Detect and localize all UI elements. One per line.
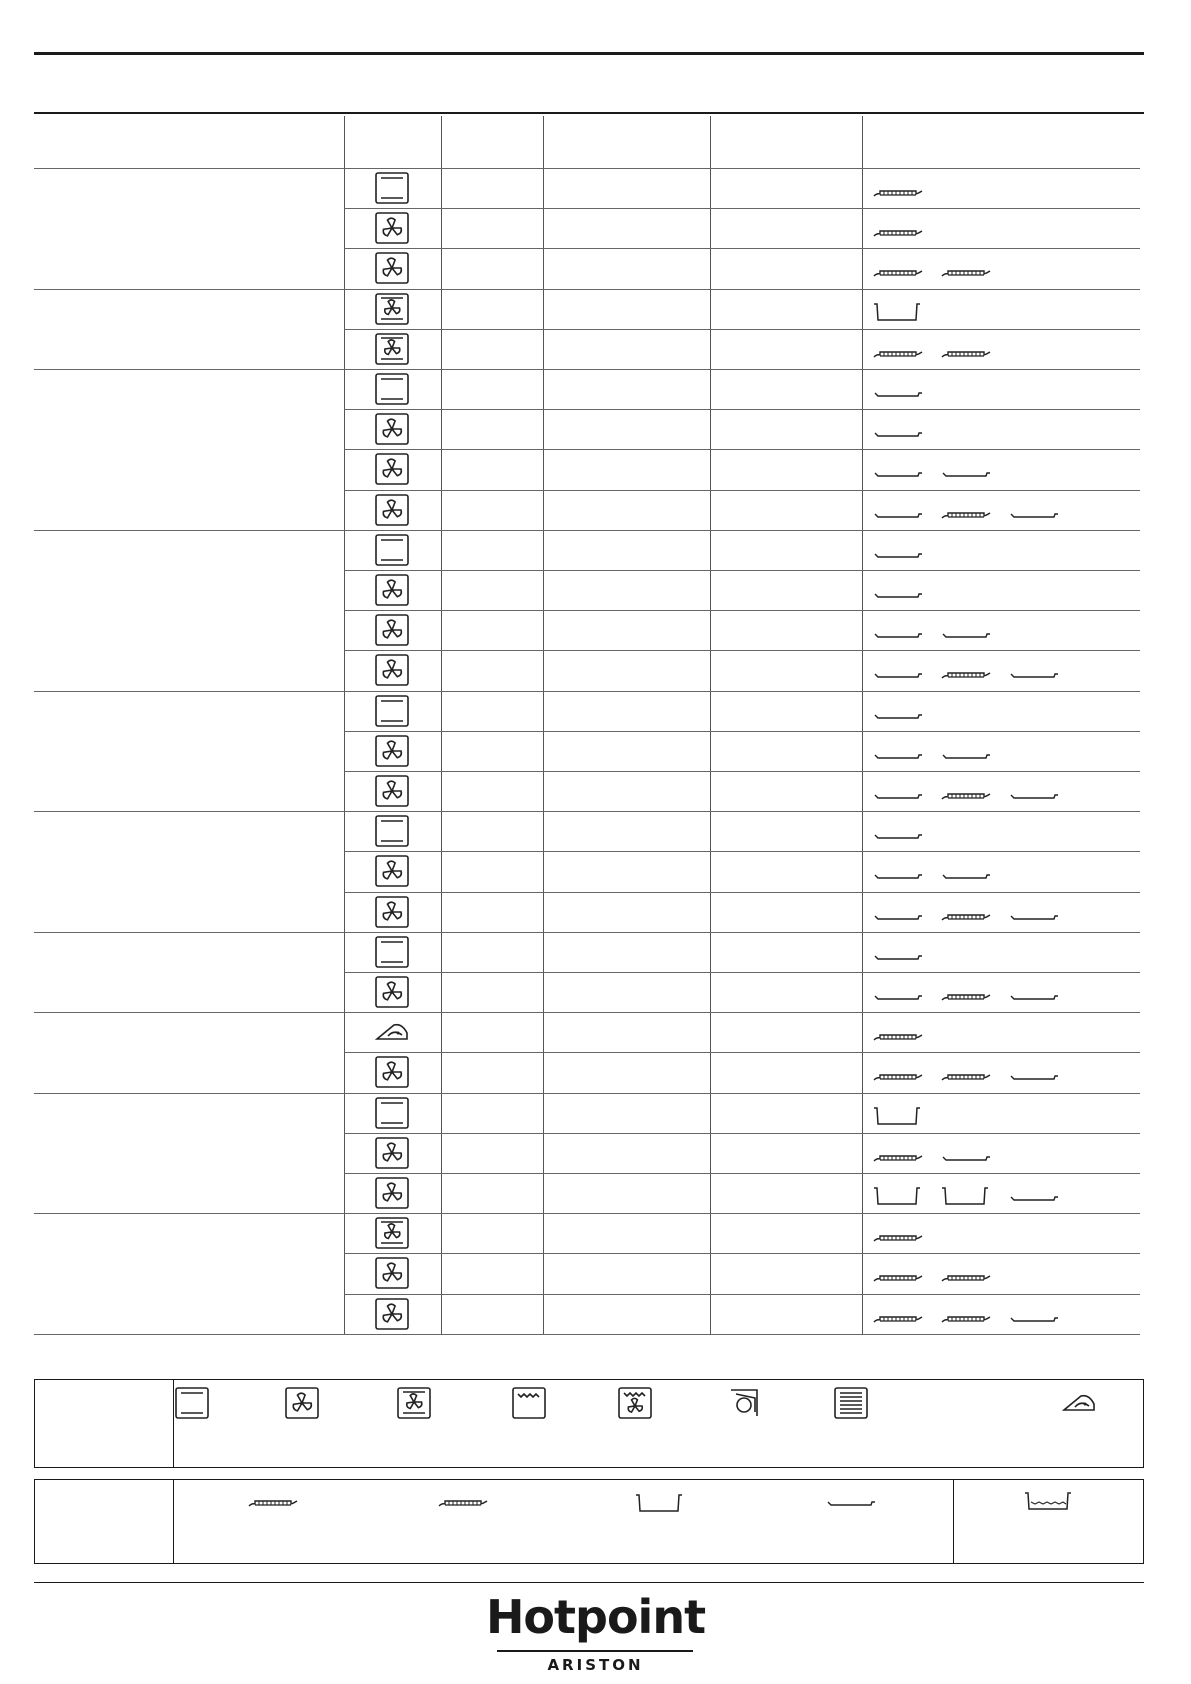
fan-icon	[374, 1055, 410, 1089]
deep-pan-icon	[940, 1185, 992, 1205]
multilevel-icon	[833, 1386, 869, 1420]
deep-pan-icon	[872, 1105, 924, 1125]
row-line	[344, 1253, 1140, 1254]
logo-subtext: ARISTON	[547, 1656, 644, 1674]
turbo-icon	[727, 1386, 763, 1420]
wire-shelf-icon	[940, 1267, 992, 1287]
baking-tray-icon	[872, 906, 924, 926]
wire-shelf-icon	[940, 785, 992, 805]
baking-tray-icon	[872, 825, 924, 845]
wire-shelf-icon	[872, 1147, 924, 1167]
row-line	[344, 650, 1140, 651]
row-line	[34, 1334, 1140, 1335]
group-separator	[34, 691, 1140, 692]
baking-tray-icon	[1008, 1308, 1060, 1328]
baking-tray-icon	[1008, 785, 1060, 805]
header-rule	[34, 112, 1144, 114]
wire-shelf-icon	[940, 262, 992, 282]
row-line	[344, 972, 1140, 973]
baking-tray-icon	[872, 624, 924, 644]
top-rule	[34, 52, 1144, 55]
baking-tray-icon	[1008, 664, 1060, 684]
fan-icon	[284, 1386, 320, 1420]
fan-icon	[374, 1297, 410, 1331]
baking-tray-icon	[940, 463, 992, 483]
pizza-icon	[1061, 1386, 1097, 1420]
deep-pan-icon	[872, 301, 924, 321]
baking-tray-icon	[872, 423, 924, 443]
baking-tray-icon	[872, 383, 924, 403]
pizza-icon	[374, 1015, 410, 1049]
static-icon	[374, 533, 410, 567]
baking-tray-icon	[872, 785, 924, 805]
row-line	[344, 570, 1140, 571]
row-line	[344, 1052, 1140, 1053]
wire-shelf-icon	[437, 1492, 489, 1512]
baking-tray-icon	[872, 745, 924, 765]
fan-icon	[374, 493, 410, 527]
baking-tray-icon	[1008, 986, 1060, 1006]
row-line	[344, 490, 1140, 491]
fan-icon	[374, 734, 410, 768]
hotpoint-ariston-logo	[483, 1588, 708, 1678]
static-icon	[374, 935, 410, 969]
deep-pan-icon	[872, 1185, 924, 1205]
footer-rule	[34, 1582, 1144, 1583]
baking-tray-icon	[940, 865, 992, 885]
row-line	[344, 208, 1140, 209]
baking-tray-icon	[1008, 906, 1060, 926]
baking-tray-icon	[872, 664, 924, 684]
group-separator	[34, 369, 1140, 370]
row-line	[344, 731, 1140, 732]
fan-icon	[374, 975, 410, 1009]
deep-pan-icon	[634, 1492, 686, 1512]
baking-tray-icon	[872, 865, 924, 885]
row-line	[344, 1173, 1140, 1174]
baking-tray-icon	[872, 705, 924, 725]
column-divider	[441, 116, 442, 1334]
group-separator	[34, 932, 1140, 933]
column-divider	[710, 116, 711, 1334]
baking-tray-icon	[940, 745, 992, 765]
baking-tray-icon	[940, 624, 992, 644]
fan-icon	[374, 895, 410, 929]
static-icon	[374, 171, 410, 205]
wire-shelf-icon	[940, 986, 992, 1006]
fan-icon	[374, 211, 410, 245]
baking-tray-icon	[1008, 504, 1060, 524]
fan_lower-icon	[374, 1216, 410, 1250]
static-icon	[374, 1096, 410, 1130]
baking-tray-icon	[872, 584, 924, 604]
logo-wordmark: Hotpoint	[485, 1590, 706, 1644]
legend-functions	[34, 1379, 1144, 1468]
fan-icon	[374, 653, 410, 687]
wire-shelf-icon	[940, 1308, 992, 1328]
wire-shelf-icon	[872, 1227, 924, 1247]
group-separator	[34, 1213, 1140, 1214]
row-line	[344, 771, 1140, 772]
legend-divider	[173, 1480, 174, 1563]
row-line	[344, 610, 1140, 611]
wire-shelf-icon	[872, 1066, 924, 1086]
wire-shelf-icon	[872, 182, 924, 202]
baking-tray-icon	[1008, 1187, 1060, 1207]
wire-shelf-small-icon	[247, 1492, 299, 1512]
column-divider	[862, 116, 863, 1334]
row-line	[344, 892, 1140, 893]
fan-icon	[374, 1256, 410, 1290]
fan-icon	[374, 452, 410, 486]
drip-tray-icon	[1023, 1490, 1075, 1510]
row-line	[344, 449, 1140, 450]
baking-tray-icon	[825, 1492, 877, 1512]
column-divider	[344, 116, 345, 1334]
static-icon	[174, 1386, 210, 1420]
wire-shelf-icon	[872, 262, 924, 282]
fan-icon	[374, 774, 410, 808]
wire-shelf-icon	[872, 1026, 924, 1046]
group-separator	[34, 811, 1140, 812]
wire-shelf-icon	[872, 1308, 924, 1328]
group-separator	[34, 289, 1140, 290]
header-row-line	[34, 168, 1140, 169]
fan-icon	[374, 1136, 410, 1170]
wire-shelf-icon	[940, 343, 992, 363]
baking-tray-icon	[872, 504, 924, 524]
baking-tray-icon	[872, 986, 924, 1006]
baking-tray-icon	[872, 544, 924, 564]
wire-shelf-icon	[940, 504, 992, 524]
legend-divider	[953, 1480, 954, 1563]
group-separator	[34, 1012, 1140, 1013]
group-separator	[34, 1093, 1140, 1094]
baking-tray-icon	[872, 463, 924, 483]
fan-grill-icon	[617, 1386, 653, 1420]
fan-icon	[374, 251, 410, 285]
wire-shelf-icon	[940, 1066, 992, 1086]
fan-icon	[374, 573, 410, 607]
fan-icon	[374, 854, 410, 888]
static-icon	[374, 814, 410, 848]
column-divider	[543, 116, 544, 1334]
static-icon	[374, 694, 410, 728]
wire-shelf-icon	[940, 906, 992, 926]
wire-shelf-icon	[872, 1267, 924, 1287]
legend-accessories	[34, 1479, 1144, 1564]
fan_lower-icon	[374, 292, 410, 326]
baking-tray-icon	[1008, 1066, 1060, 1086]
row-line	[344, 1133, 1140, 1134]
fan-icon	[374, 613, 410, 647]
wire-shelf-icon	[872, 222, 924, 242]
wire-shelf-icon	[872, 343, 924, 363]
row-line	[344, 851, 1140, 852]
grill-icon	[511, 1386, 547, 1420]
wire-shelf-icon	[940, 664, 992, 684]
fan_lower-icon	[374, 332, 410, 366]
logo-divider	[497, 1650, 693, 1652]
fan-icon	[374, 1176, 410, 1210]
baking-tray-icon	[940, 1147, 992, 1167]
row-line	[344, 329, 1140, 330]
fan-lower-icon	[396, 1386, 432, 1420]
static-icon	[374, 372, 410, 406]
group-separator	[34, 530, 1140, 531]
row-line	[344, 409, 1140, 410]
baking-tray-icon	[872, 946, 924, 966]
row-line	[344, 248, 1140, 249]
row-line	[344, 1294, 1140, 1295]
fan-icon	[374, 412, 410, 446]
